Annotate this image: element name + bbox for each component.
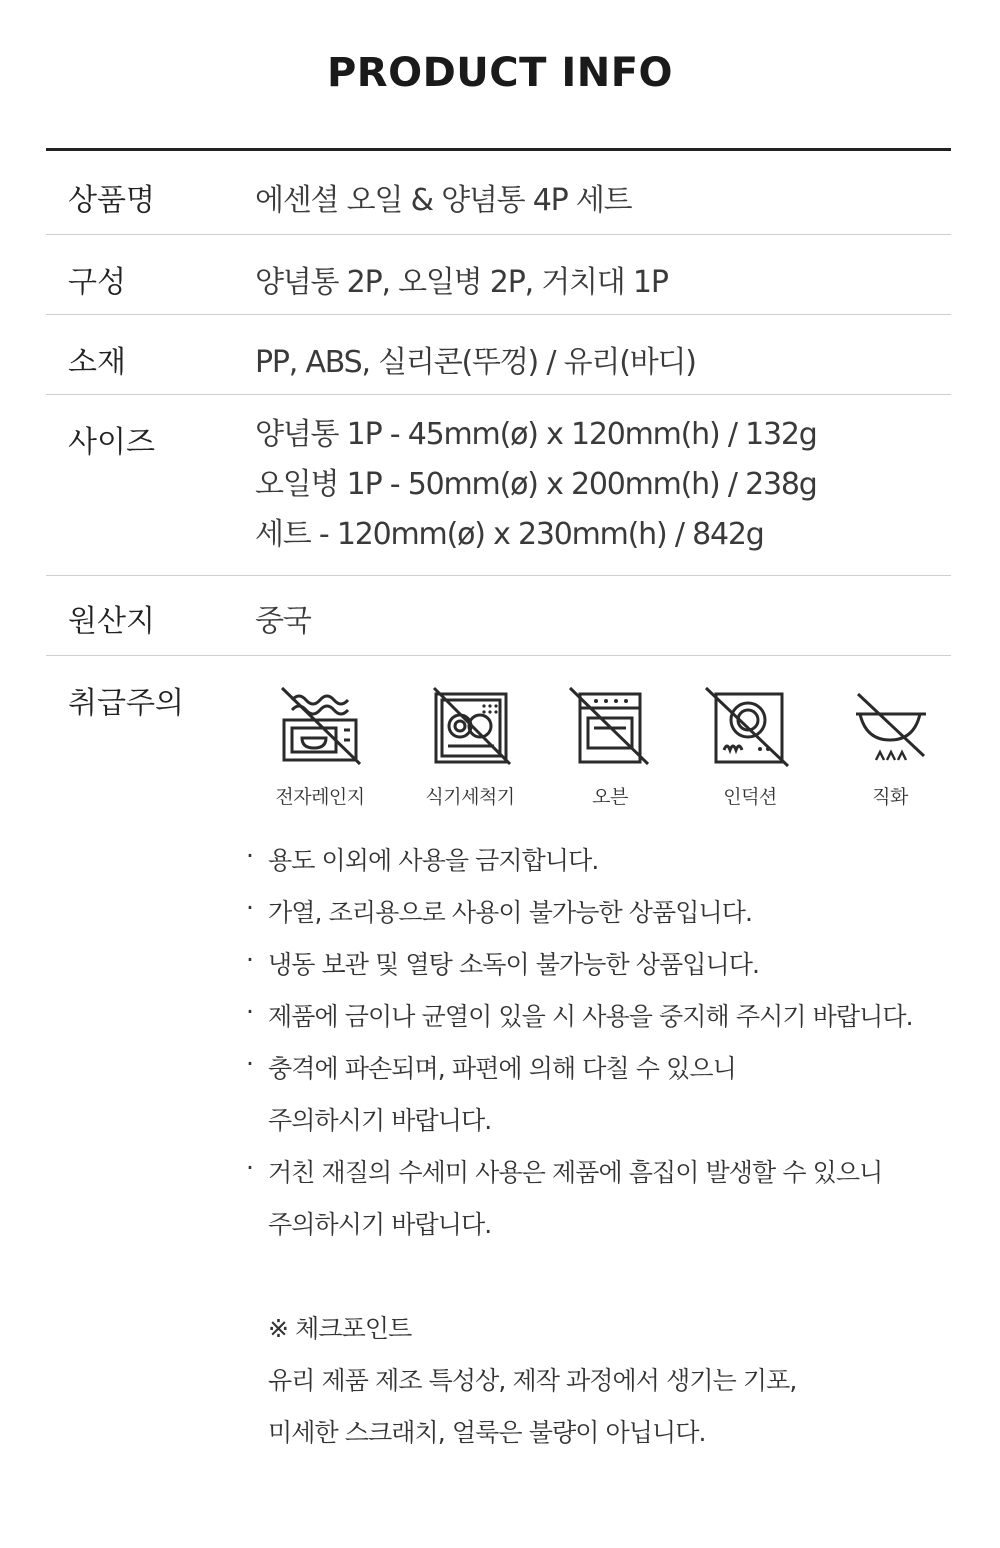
row-material <box>46 315 951 395</box>
care-icon-item <box>540 686 680 809</box>
care-icon-item <box>400 686 540 809</box>
row-label: 사이즈 <box>68 425 155 460</box>
row-label: 취급주의 <box>68 686 184 721</box>
checkpoint-line: 미세한 스크래치, 얼룩은 불량이 아닙니다. <box>268 1418 706 1447</box>
care-icon-label: 오븐 <box>592 786 628 808</box>
row-size <box>46 395 951 576</box>
bullet: · <box>246 1153 254 1182</box>
care-icon-item <box>680 686 820 809</box>
row-value <box>255 410 817 560</box>
row-composition <box>46 235 951 315</box>
note-text: 주의하시기 바랍니다. <box>268 1210 492 1239</box>
care-icon-label: 직화 <box>872 786 908 808</box>
care-icon-item <box>820 686 960 809</box>
care-icon-label: 전자레인지 <box>275 786 365 808</box>
bullet: · <box>246 997 254 1026</box>
size-line: 양념통 1P - 45mm(ø) x 120mm(h) / 132g <box>255 417 817 452</box>
row-origin <box>46 576 951 656</box>
note-text: 주의하시기 바랍니다. <box>268 1106 492 1135</box>
note-text: 거친 재질의 수세미 사용은 제품에 흠집이 발생할 수 있으니 <box>268 1158 883 1187</box>
row-value: 에센셜 오일 & 양념통 4P 세트 <box>255 183 632 218</box>
row-care <box>46 656 951 1536</box>
note-text: 용도 이외에 사용을 금지합니다. <box>268 846 599 875</box>
note-text: 냉동 보관 및 열탕 소독이 불가능한 상품입니다. <box>268 950 760 979</box>
row-label: 상품명 <box>68 183 155 218</box>
bullet: · <box>246 945 254 974</box>
row-value: 중국 <box>255 604 311 639</box>
note-text: 제품에 금이나 균열이 있을 시 사용을 중지해 주시기 바랍니다. <box>268 1002 913 1031</box>
no-direct-fire-icon <box>840 686 940 768</box>
checkpoint-heading: ※ 체크포인트 <box>268 1314 412 1343</box>
no-induction-icon <box>700 686 800 768</box>
care-icon-label: 인덕션 <box>723 786 777 808</box>
product-info-table <box>46 148 951 1536</box>
care-icon-label: 식기세척기 <box>425 786 515 808</box>
bullet: · <box>246 841 254 870</box>
row-product-name <box>46 151 951 235</box>
row-label: 구성 <box>68 265 126 300</box>
size-line: 오일병 1P - 50mm(ø) x 200mm(h) / 238g <box>255 467 817 502</box>
row-value: PP, ABS, 실리콘(뚜껑) / 유리(바디) <box>255 345 696 380</box>
bullet: · <box>246 1049 254 1078</box>
no-dishwasher-icon <box>420 686 520 768</box>
care-icon-item <box>250 686 390 809</box>
page-title: PRODUCT INFO <box>326 50 674 96</box>
row-value: 양념통 2P, 오일병 2P, 거치대 1P <box>255 265 668 300</box>
no-microwave-icon <box>270 686 370 768</box>
row-label: 소재 <box>68 345 126 380</box>
note-text: 충격에 파손되며, 파편에 의해 다칠 수 있으니 <box>268 1054 736 1083</box>
checkpoint-line: 유리 제품 제조 특성상, 제작 과정에서 생기는 기포, <box>268 1366 797 1395</box>
size-line: 세트 - 120mm(ø) x 230mm(h) / 842g <box>255 517 764 552</box>
row-label: 원산지 <box>68 604 155 639</box>
bullet: · <box>246 893 254 922</box>
care-icons <box>255 686 945 816</box>
note-text: 가열, 조리용으로 사용이 불가능한 상품입니다. <box>268 898 753 927</box>
no-oven-icon <box>560 686 660 768</box>
